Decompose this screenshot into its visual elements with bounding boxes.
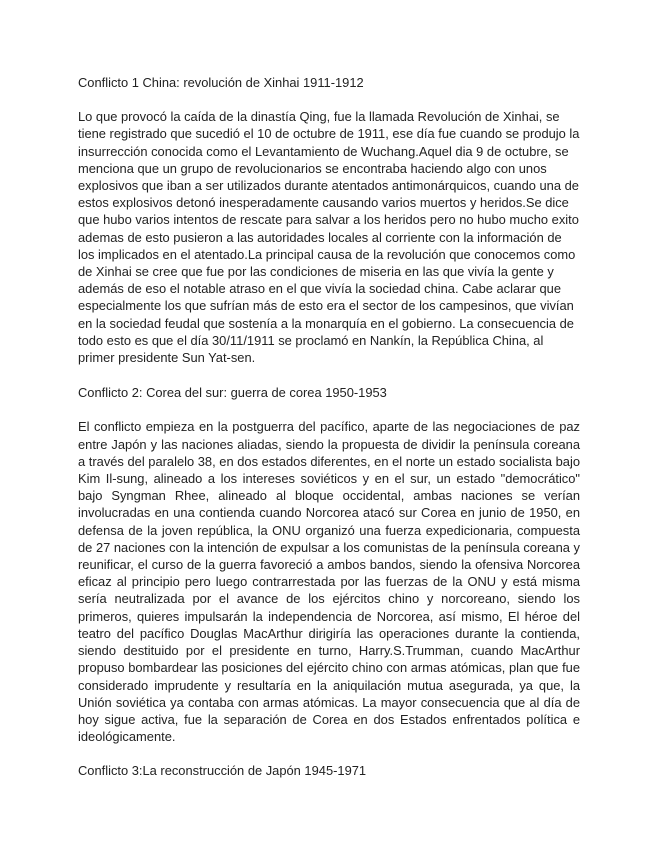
section-1-body: Lo que provocó la caída de la dinastía Qing, fue la llamada Revolución de Xinhai, se tiene registrado que sucedió el 10 de octubre de 1911, ese día fue cuando se produjo la insurrección conocida como el Levantamiento de Wuchang.Aquel dia 9 de octubre, se menciona que un grupo de revolucionarios se encontraba haciendo algo con unos explosivos que iban a ser utilizados durante atentados antimonárquicos, cuando una de estos explosivos detonó inesperadamente causando varios muertos y heridos.Se dice que hubo varios intentos de rescate para salvar a los heridos pero no hubo mucho exito ademas de esto pusieron a las autoridades locales al corriente con la información de los implicados en el atentado.La principal causa de la revolución que conocemos como de Xinhai se cree que fue por las condiciones de miseria en las que vivía la gente y además de eso el notable atraso en el que vivía la sociedad china. Cabe aclarar que especialmente los que sufrían más de esto era el sector de los campesinos, que vivían en la sociedad feudal que sostenía a la monarquía en el gobierno. La consecuencia de todo esto es que el día 30/11/1911 se proclamó en Nankín, la República China, al primer presidente Sun Yat-sen. [78,109,580,366]
section-2-body: El conflicto empieza en la postguerra del pacífico, aparte de las negociaciones de paz entre Japón y las naciones aliadas, siendo la propuesta de dividir la península coreana a través del paralelo 38, en dos estados diferentes, en el norte un estado socialista bajo Kim Il-sung, alineado a los intereses soviéticos y en el sur, un estado "democrático" bajo Syngman Rhee, alineado al bloque occidental, ambas naciones se verían involucradas en una contienda cuando Norcorea atacó sur Corea en junio de 1950, en defensa de la joven república, la ONU organizó una fuerza expedicionaria, compuesta de 27 naciones con la intención de expulsar a los comunistas de la península coreana y reunificar, el curso de la guerra favoreció a ambos bandos, siendo la ofensiva Norcorea eficaz al principio pero luego contrarrestada por las fuerzas de la ONU y está misma sería neutralizada por el avance de los ejércitos chino y norcoreano, siendo los primeros, quieres impulsarán la independencia de Norcorea, así mismo, El héroe del teatro del pacífico Douglas MacArthur dirigiría las operaciones durante la contienda, siendo destituido por el presidente en turno, Harry.S.Trumman, cuando MacArthur propuso bombardear las posiciones del ejército chino con armas atómicas, plan que fue considerado imprudente y resultaría en la aniquilación mutua asegurada, ya que, la Unión soviética ya contaba con armas atómicas. La mayor consecuencia que al día de hoy sigue activa, fue la separación de Corea en dos Estados enfrentados política e ideológicamente. [78,419,580,745]
document-page [78,74,580,797]
section-1-heading: Conflicto 1 China: revolución de Xinhai 1911-1912 [78,75,364,90]
section-2-heading: Conflicto 2: Corea del sur: guerra de corea 1950-1953 [78,385,387,401]
section-3-heading: Conflicto 3:La reconstrucción de Japón 1945-1971 [78,763,367,779]
